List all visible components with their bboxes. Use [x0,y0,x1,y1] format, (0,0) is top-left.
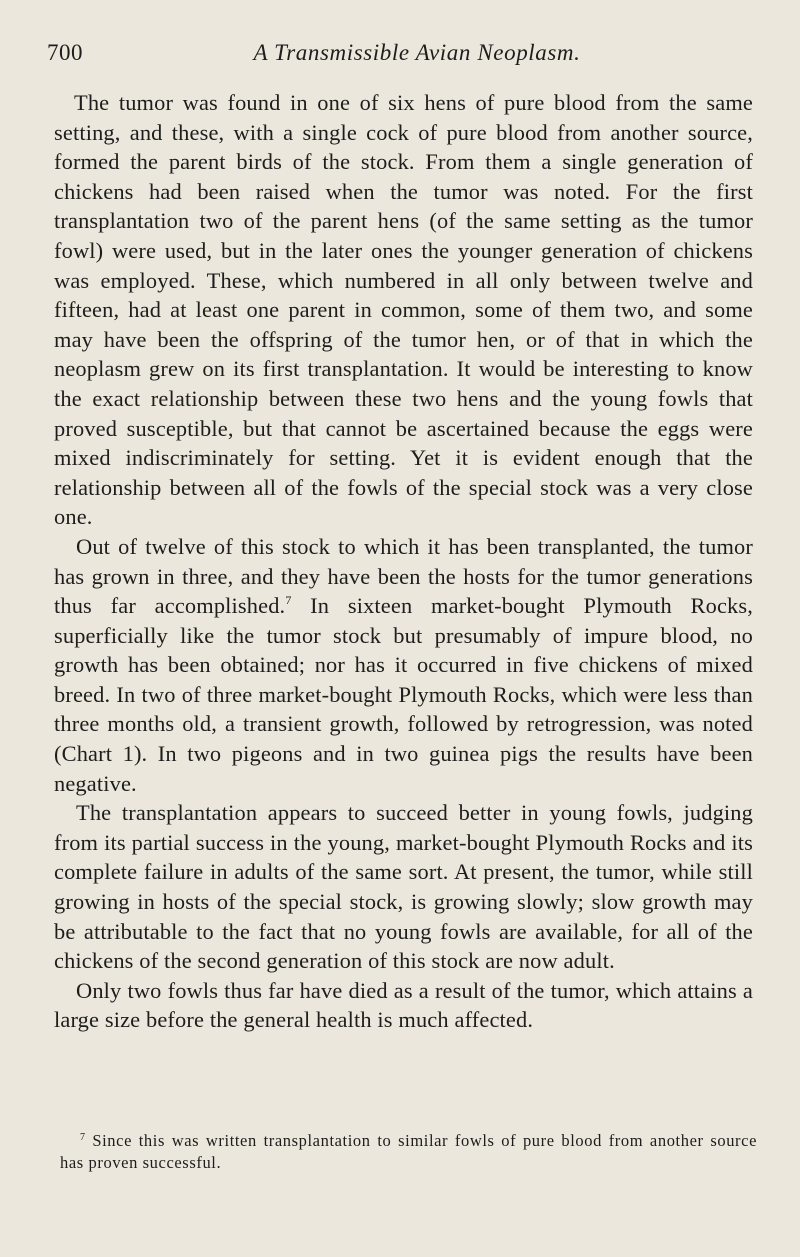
body-text [54,88,753,1035]
footnote [60,1130,757,1174]
paragraph-text: In sixteen market-bought Plymouth Rocks, superficially like the tumor stock but presumably of impure blood, no growth has been obtained; nor has it occurred in five chickens of mixed breed. In two of three market-bought Plymouth Rocks, which were less than three months old, a transient growth, followed by retrogression, was noted (Chart 1). In two pigeons and in two guinea pigs the results have been negative. [54,593,753,796]
running-title: A Transmissible Avian Neoplasm. [253,40,581,65]
paragraph-text: Out of twelve of this stock to which it has been transplanted, the tumor has grown in three, and they have been the hosts for the tumor generations thus far accomplished. [54,533,753,619]
paragraph: The tumor was found in one of six hens of pure blood from the same setting, and these, with a single cock of pure blood from another source, formed the parent birds of the stock. From them a single generation of chickens had been raised when the tumor was noted. For the first transplantation two of the parent hens (of the same setting as the tumor fowl) were used, but in the later ones the younger generation of chickens was employed. These, which numbered in all only between twelve and fifteen, had at least one parent in common, some of them two, and some may have been the offspring of the tumor hen, or of that in which the neoplasm grew on its first transplantation. It would be interesting to know the exact relationship between these two hens and the young fowls that proved susceptible, but that cannot be ascertained because the eggs were mixed indiscriminately for setting. Yet it is evident enough that the relationship between all of the fowls of the special stock was a very close one. [54,90,753,530]
paragraph: The transplantation appears to succeed better in young fowls, judging from its partial success in the young, market-bought Plymouth Rocks and its complete failure in adults of the same sort. At present, the tumor, while still growing in hosts of the special stock, is growing slowly; slow growth may be attributable to the fact that no young fowls are available, for all of the chickens of the second generation of this stock are now adult. [54,800,753,974]
page-number: 700 [47,40,83,65]
footnote-reference[interactable]: 7 [285,593,292,608]
page-header [47,40,747,72]
paragraph [54,532,753,798]
footnote-marker: 7 [80,1132,86,1143]
paragraph: Only two fowls thus far have died as a result of the tumor, which attains a large size before the general health is much affected. [54,977,753,1033]
footnote-text: Since this was written transplantation to similar fowls of pure blood from another source has proven successful. [60,1131,757,1172]
